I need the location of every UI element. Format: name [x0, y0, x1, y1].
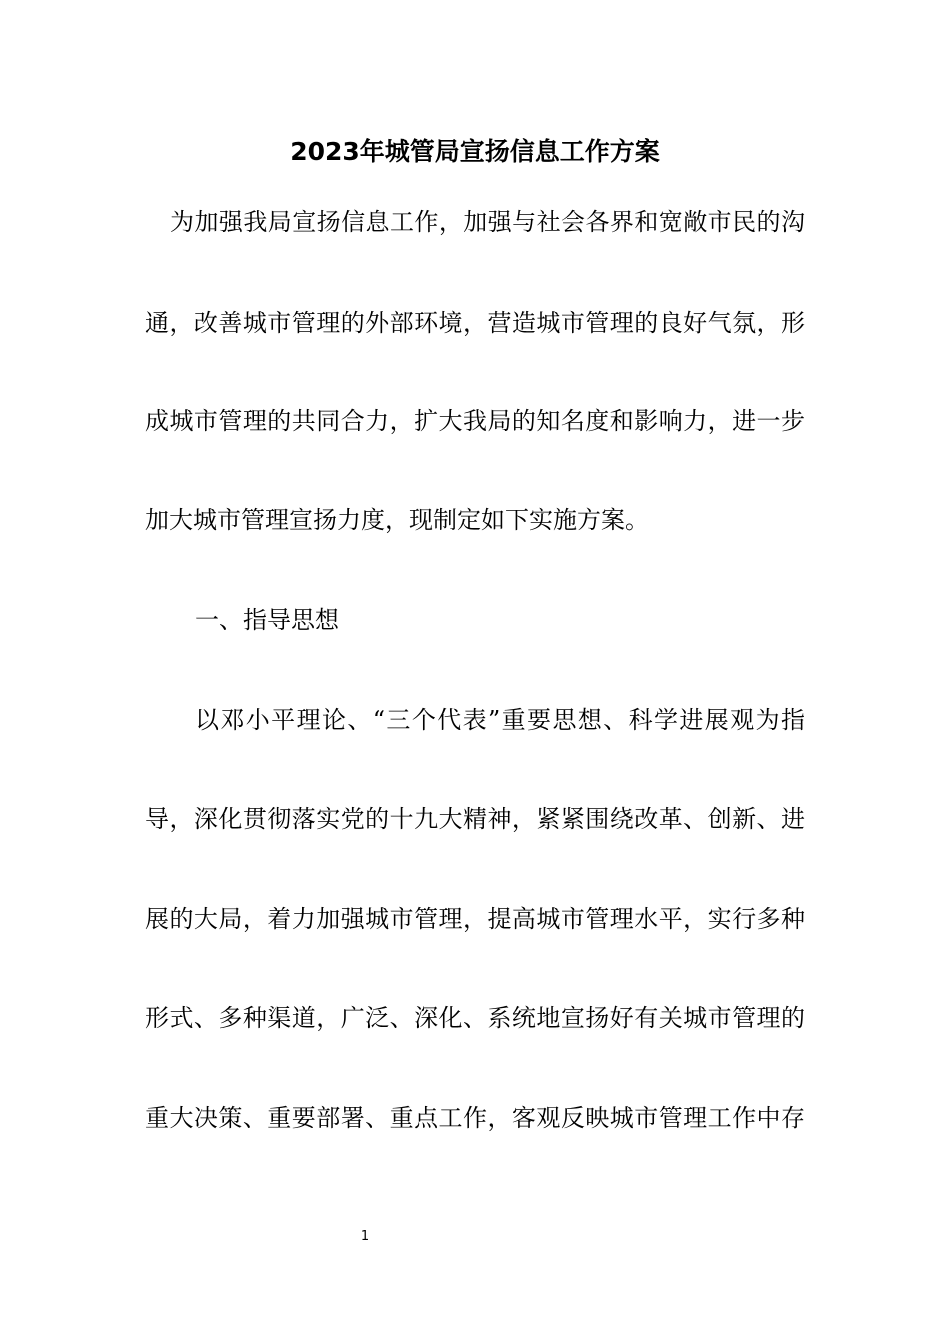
paragraph-line: 重大决策、重要部署、重点工作，客观反映城市管理工作中存 — [145, 1104, 805, 1132]
paragraph-line: 以邓小平理论、“三个代表”重要思想、科学进展观为指 — [195, 706, 805, 734]
paragraph-line: 为加强我局宣扬信息工作，加强与社会各界和宽敞市民的沟 — [170, 208, 805, 236]
paragraph-line: 形式、多种渠道，广泛、深化、系统地宣扬好有关城市管理的 — [145, 1004, 805, 1032]
paragraph-line: 通，改善城市管理的外部环境，营造城市管理的良好气氛，形 — [145, 309, 805, 337]
document-title: 2023年城管局宣扬信息工作方案 — [290, 137, 660, 166]
paragraph-line: 展的大局，着力加强城市管理，提高城市管理水平，实行多种 — [145, 905, 805, 933]
section-heading: 一、指导思想 — [195, 606, 339, 634]
paragraph-line: 导，深化贯彻落实党的十九大精神，紧紧围绕改革、创新、进 — [145, 805, 805, 833]
paragraph-line: 成城市管理的共同合力，扩大我局的知名度和影响力，进一步 — [145, 407, 805, 435]
paragraph-line: 加大城市管理宣扬力度，现制定如下实施方案。 — [145, 506, 649, 534]
page-number: 1 — [360, 1229, 370, 1244]
